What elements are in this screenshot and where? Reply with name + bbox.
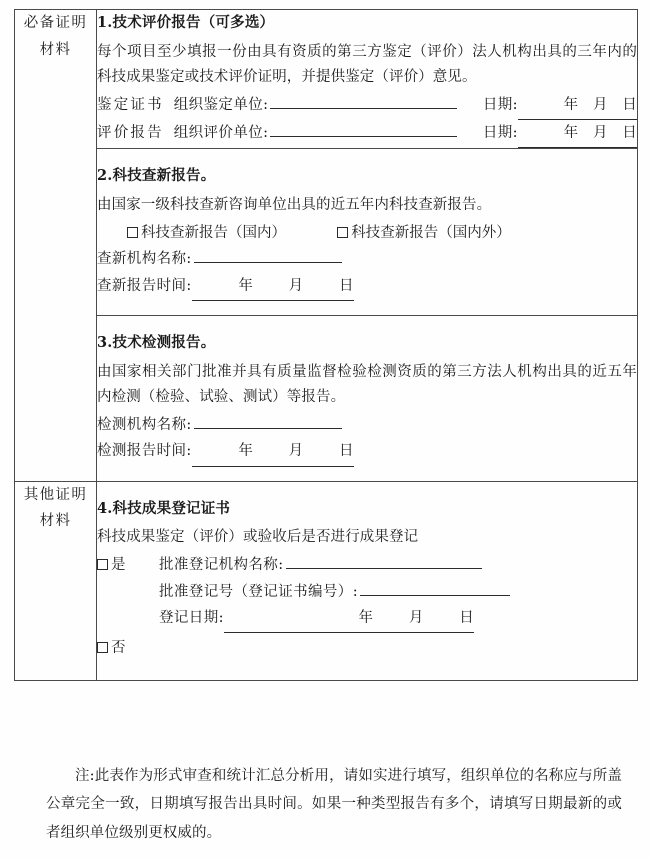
year-unit: 年 — [563, 125, 579, 141]
registration-yes-row — [97, 552, 637, 578]
testing-report-date-input[interactable] — [192, 438, 354, 466]
category-label-line: 必备证明 — [23, 15, 88, 31]
section-paragraph: 由国家相关部门批准并具有质量监督检验检测资质的第三方法人机构出具的近五年内检测（检验、试验、测试）等报告。 — [97, 363, 637, 405]
year-unit: 年 — [238, 277, 254, 294]
month-unit: 月 — [288, 277, 304, 294]
category-label-other — [15, 481, 97, 680]
checkbox-icon[interactable] — [97, 642, 108, 653]
table-row — [15, 10, 638, 149]
section-novelty-search-report — [97, 149, 638, 316]
day-unit: 日 — [338, 443, 354, 460]
year-unit: 年 — [563, 96, 579, 113]
appraisal-organization-input[interactable] — [270, 92, 457, 108]
checkbox-option-domestic-overseas[interactable] — [337, 220, 511, 246]
search-organization-input[interactable] — [194, 247, 342, 263]
checkbox-option-yes[interactable] — [97, 552, 159, 578]
field-row-search-date — [97, 273, 637, 301]
day-unit: 日 — [622, 96, 637, 113]
checkbox-icon[interactable] — [127, 227, 138, 238]
novelty-search-checkbox-row — [97, 220, 637, 246]
certification-materials-table — [14, 9, 638, 681]
table-row — [15, 316, 638, 481]
note-text: 此表作为形式审查和统计汇总分析用，请如实进行填写，组织单位的名称应与所盖公章完全一致，日期填写报告出具时间。如果一种类型报告有多个，请填写日期最新的或者组织单位级别更权威的。 — [46, 768, 622, 841]
section-title: 3.技术检测报告。 — [97, 334, 216, 352]
field-label: 组织鉴定单位: — [173, 96, 269, 113]
field-row-evaluation-report — [97, 120, 637, 148]
field-row-testing-date — [97, 438, 637, 466]
year-unit: 年 — [238, 443, 254, 460]
checkbox-option-no[interactable] — [97, 635, 126, 661]
registration-date-input[interactable] — [224, 605, 474, 633]
category-label-line: 材料 — [39, 513, 72, 530]
checkbox-option-domestic[interactable] — [127, 220, 286, 246]
field-label: 检测机构名称: — [97, 416, 192, 433]
field-label: 查新机构名称: — [97, 251, 192, 268]
category-label-line: 其他证明 — [23, 486, 88, 503]
date-label: 日期: — [482, 125, 518, 141]
field-label: 检测报告时间: — [97, 443, 192, 460]
field-label: 组织评价单位: — [173, 125, 269, 141]
category-label-line: 材料 — [39, 41, 72, 58]
checkbox-icon[interactable] — [337, 227, 348, 238]
section-paragraph: 科技成果鉴定（评价）或验收后是否进行成果登记 — [97, 529, 419, 546]
testing-organization-input[interactable] — [194, 413, 342, 429]
note-prefix: 注: — [75, 768, 95, 784]
field-row-testing-org — [97, 412, 637, 438]
section-tech-evaluation-report — [97, 10, 638, 149]
checkbox-label: 科技查新报告（国内外） — [351, 225, 511, 242]
year-unit: 年 — [358, 610, 374, 626]
registration-organization-input[interactable] — [286, 553, 482, 569]
registration-no-row — [97, 633, 637, 661]
evaluation-date-input[interactable] — [518, 120, 637, 148]
footer-note — [46, 762, 622, 847]
appraisal-date-input[interactable] — [518, 92, 637, 120]
field-label: 登记日期: — [159, 610, 224, 626]
field-row-search-org — [97, 246, 637, 272]
field-label: 批准登记号（登记证书编号）: — [159, 583, 358, 600]
section-tech-testing-report — [97, 316, 638, 481]
day-unit: 日 — [459, 610, 474, 626]
field-row-registration-number — [97, 579, 637, 605]
day-unit: 日 — [622, 125, 637, 141]
section-title: 2.科技查新报告。 — [97, 167, 216, 185]
date-label: 日期: — [482, 96, 518, 113]
checkbox-label: 是 — [111, 557, 126, 574]
section-title: 4.科技成果登记证书 — [97, 499, 231, 517]
field-label: 批准登记机构名称: — [159, 557, 284, 574]
checkbox-label: 否 — [111, 640, 126, 657]
evaluation-organization-input[interactable] — [270, 121, 457, 137]
registration-number-input[interactable] — [360, 579, 510, 595]
row-tag: 鉴定证书 — [97, 96, 164, 113]
field-row-registration-date — [97, 605, 637, 633]
field-row-appraisal-certificate — [97, 92, 637, 120]
section-achievement-registration — [97, 481, 638, 680]
table-row — [15, 149, 638, 316]
checkbox-label: 科技查新报告（国内） — [141, 225, 286, 242]
month-unit: 月 — [592, 96, 608, 113]
section-paragraph: 每个项目至少填报一份由具有资质的第三方鉴定（评价）法人机构出具的三年内的科技成果鉴定或技术评价证明，并提供鉴定（评价）意见。 — [97, 43, 637, 85]
field-label: 查新报告时间: — [97, 277, 192, 294]
row-tag: 评价报告 — [97, 125, 164, 141]
month-unit: 月 — [592, 125, 608, 141]
month-unit: 月 — [408, 610, 424, 626]
category-label-required — [15, 10, 97, 482]
day-unit: 日 — [338, 277, 354, 294]
search-report-date-input[interactable] — [192, 273, 354, 301]
section-paragraph: 由国家一级科技查新咨询单位出具的近五年内科技查新报告。 — [97, 197, 492, 214]
table-row — [15, 481, 638, 680]
month-unit: 月 — [288, 443, 304, 460]
checkbox-icon[interactable] — [97, 559, 108, 570]
section-title: 1.技术评价报告（可多选） — [97, 14, 275, 31]
